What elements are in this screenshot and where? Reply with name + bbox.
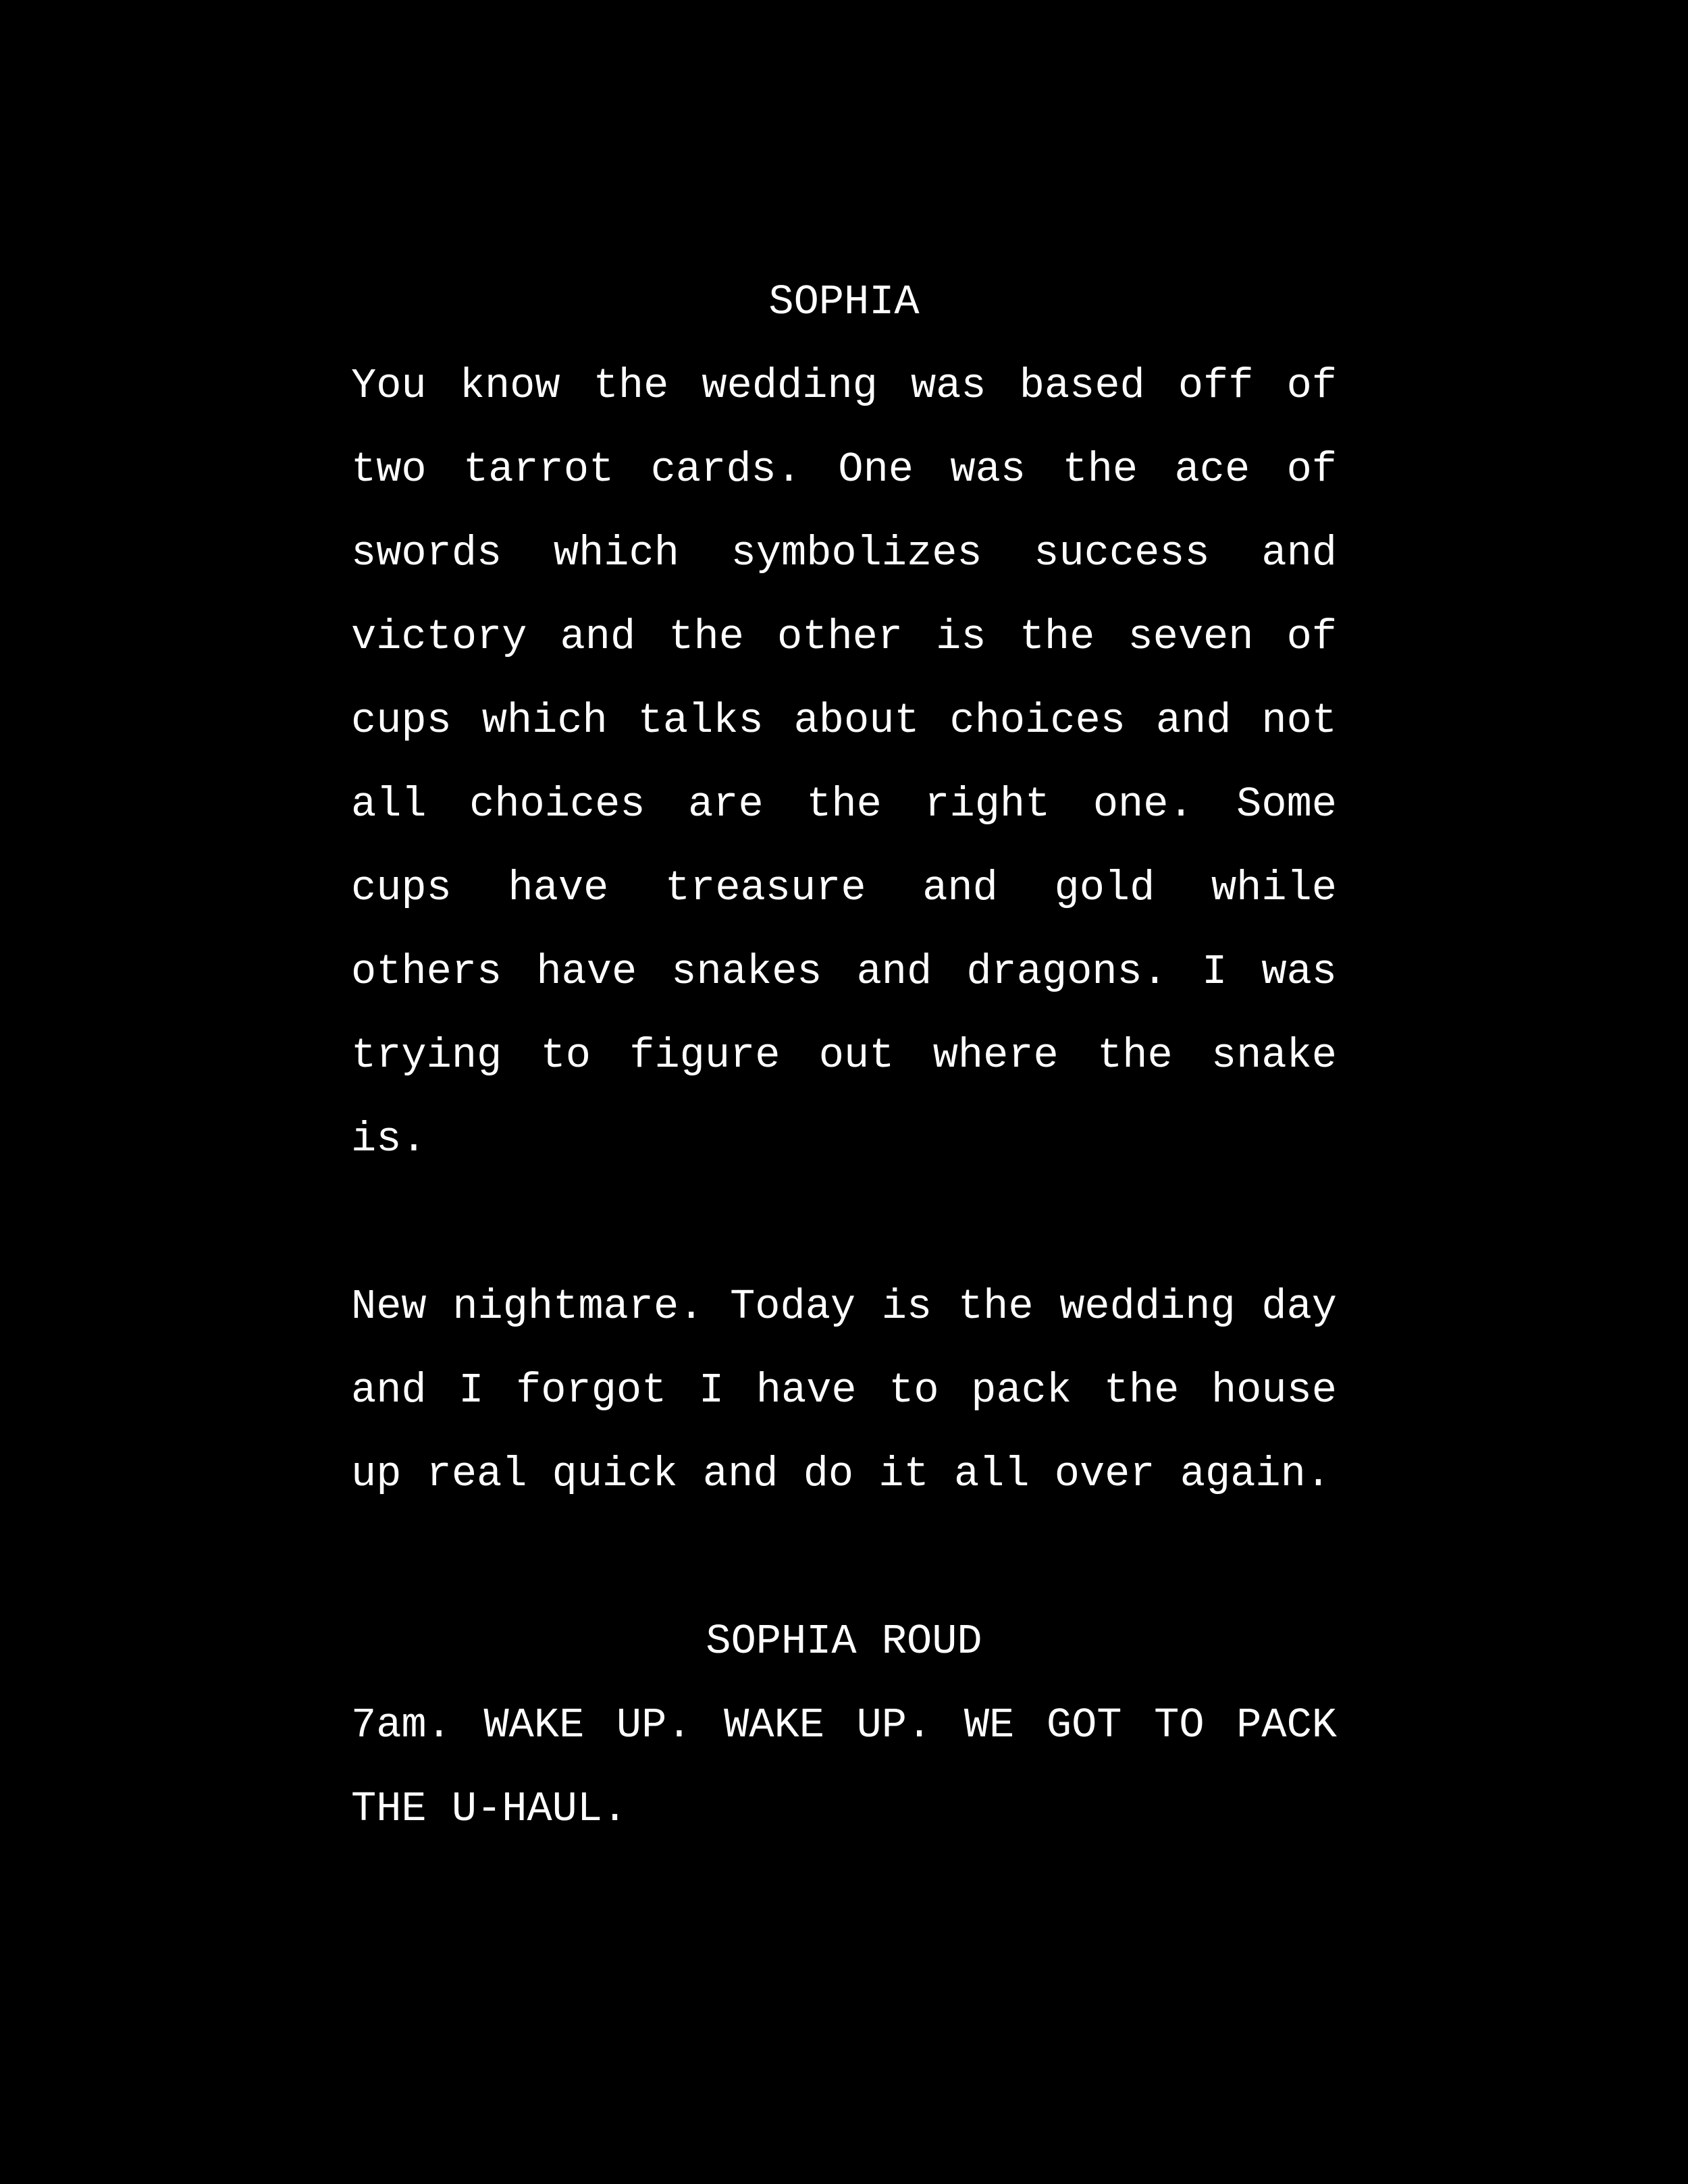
dialogue-paragraph: New nightmare. Today is the wedding day and I forgot I have to pack the house up real quick and do it all over again. [351,1283,1337,1498]
script-column [351,261,1337,1851]
character-name-sophia-roud: SOPHIA ROUD [706,1618,982,1666]
block-gap [351,1516,1337,1600]
dialogue-paragraph: You know the wedding was based off of two tarrot cards. One was the ace of swords which symbolizes success and victory and the other is the seven of cups which talks about choices and not all choices are the right one. Some cups have treasure and gold while others have snakes and dragons. I was trying to figure out where the snake is. [351,362,1337,1163]
dialogue-paragraph: 7am. WAKE UP. WAKE UP. WE GOT TO PACK THE U-HAUL. [351,1701,1337,1833]
paragraph-gap [351,1181,1337,1265]
character-name-sophia: SOPHIA [768,278,920,326]
